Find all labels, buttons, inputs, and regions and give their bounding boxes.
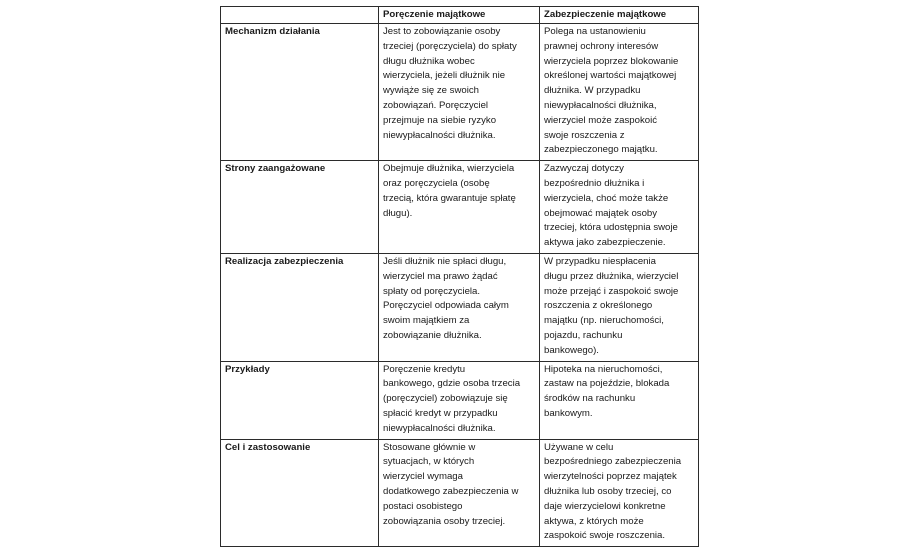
row-label: Cel i zastosowanie bbox=[221, 439, 379, 547]
header-row bbox=[221, 7, 699, 24]
table-row bbox=[221, 361, 699, 439]
table-row bbox=[221, 161, 699, 254]
table-row bbox=[221, 439, 699, 547]
row-label: Strony zaangażowane bbox=[221, 161, 379, 254]
row-label: Mechanizm działania bbox=[221, 24, 379, 161]
cell-zabezpieczenie: Używane w celu bezpośredniego zabezpieczenia wierzytelności poprzez majątek dłużnika lub osoby trzeciej, co daje wierzycielowi konkretne aktywa, z których może zaspokoić swoje roszczenia. bbox=[540, 439, 699, 547]
header-zabezpieczenie: Zabezpieczenie majątkowe bbox=[540, 7, 699, 24]
row-label: Przykłady bbox=[221, 361, 379, 439]
cell-zabezpieczenie: Polega na ustanowieniu prawnej ochrony interesów wierzyciela poprzez blokowanie określonej wartości majątkowej dłużnika. W przypadku niewypłacalności dłużnika, wierzyciel może zaspokoić swoje roszczenia z zabezpieczonego majątku. bbox=[540, 24, 699, 161]
cell-zabezpieczenie: Hipoteka na nieruchomości, zastaw na pojeździe, blokada środków na rachunku bankowym. bbox=[540, 361, 699, 439]
cell-zabezpieczenie: Zazwyczaj dotyczy bezpośrednio dłużnika i wierzyciela, choć może także obejmować majątek osoby trzeciej, która udostępnia swoje aktywa jako zabezpieczenie. bbox=[540, 161, 699, 254]
cell-zabezpieczenie: W przypadku niespłacenia długu przez dłużnika, wierzyciel może przejąć i zaspokoić swoje roszczenia z określonego majątku (np. nieruchomości, pojazdu, rachunku bankowego). bbox=[540, 253, 699, 361]
cell-poreczenie: Poręczenie kredytu bankowego, gdzie osoba trzecia (poręczyciel) zobowiązuje się spłacić kredyt w przypadku niewypłacalności dłużnika. bbox=[379, 361, 540, 439]
header-poreczenie: Poręczenie majątkowe bbox=[379, 7, 540, 24]
table-row bbox=[221, 24, 699, 161]
cell-poreczenie: Jeśli dłużnik nie spłaci długu, wierzyciel ma prawo żądać spłaty od poręczyciela. Poręczyciel odpowiada całym swoim majątkiem za zobowiązanie dłużnika. bbox=[379, 253, 540, 361]
comparison-table-container bbox=[220, 6, 698, 547]
cell-poreczenie: Stosowane głównie w sytuacjach, w których wierzyciel wymaga dodatkowego zabezpieczenia w postaci osobistego zobowiązania osoby trzeciej. bbox=[379, 439, 540, 547]
header-corner-cell bbox=[221, 7, 379, 24]
cell-poreczenie: Obejmuje dłużnika, wierzyciela oraz poręczyciela (osobę trzecią, która gwarantuje spłatę długu). bbox=[379, 161, 540, 254]
table-row bbox=[221, 253, 699, 361]
comparison-table bbox=[220, 6, 699, 547]
row-label: Realizacja zabezpieczenia bbox=[221, 253, 379, 361]
cell-poreczenie: Jest to zobowiązanie osoby trzeciej (poręczyciela) do spłaty długu dłużnika wobec wierzyciela, jeżeli dłużnik nie wywiąże się ze swoich zobowiązań. Poręczyciel przejmuje na siebie ryzyko niewypłacalności dłużnika. bbox=[379, 24, 540, 161]
